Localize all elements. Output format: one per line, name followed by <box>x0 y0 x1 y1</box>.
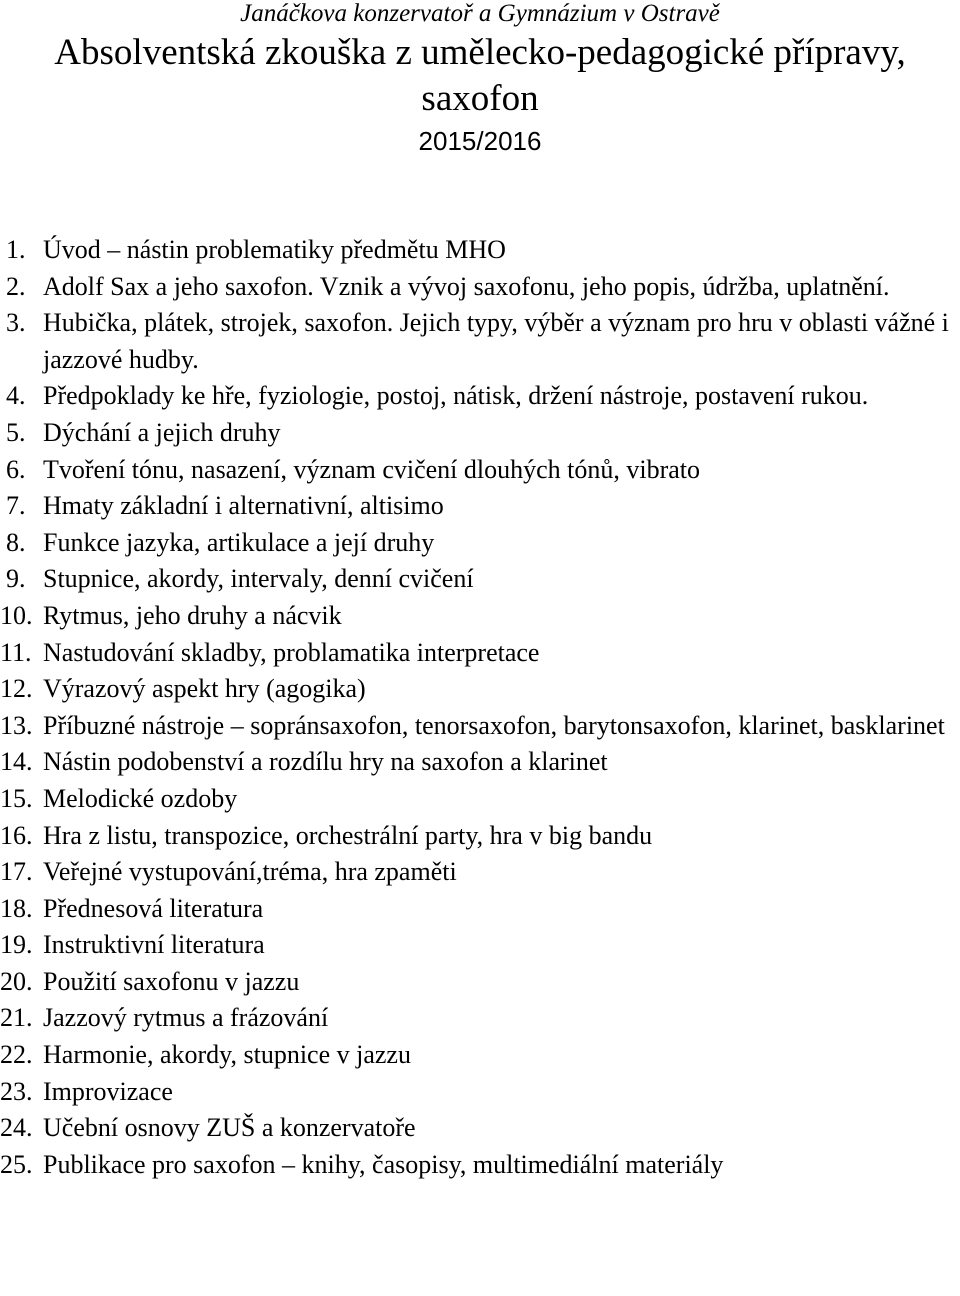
list-item-text: Publikace pro saxofon – knihy, časopisy, multimediální materiály <box>43 1149 724 1179</box>
list-item-number: 1. <box>6 235 26 264</box>
list-item-number: 24. <box>0 1113 33 1143</box>
list-item-number: 4. <box>6 381 26 411</box>
list-item <box>0 1000 960 1037</box>
list-item-text: Adolf Sax a jeho saxofon. Vznik a vývoj saxofonu, jeho popis, údržba, uplatnění. <box>43 271 890 301</box>
list-item-number: 16. <box>0 820 33 850</box>
list-item <box>0 561 960 598</box>
list-item-text: Příbuzné nástroje – sopránsaxofon, tenorsaxofon, barytonsaxofon, klarinet, basklarinet <box>43 710 945 740</box>
list-item-text: Hubička, plátek, strojek, saxofon. Jejich typy, výběr a význam pro hru v oblasti vážné i jazzové hudby. <box>43 308 949 374</box>
list-item <box>0 744 960 781</box>
list-item-number: 5. <box>6 417 26 447</box>
list-item <box>0 378 960 415</box>
list-item-number: 18. <box>0 893 33 923</box>
list-item-number: 23. <box>0 1076 33 1106</box>
list-item-text: Nástin podobenství a rozdílu hry na saxofon a klarinet <box>43 747 608 777</box>
document-title-line-1: Absolventská zkouška z umělecko-pedagogické přípravy, <box>54 32 906 73</box>
list-item-text: Hmaty základní i alternativní, altisimo <box>43 491 444 521</box>
list-item-text: Předpoklady ke hře, fyziologie, postoj, nátisk, držení nástroje, postavení rukou. <box>43 381 869 411</box>
list-item <box>0 598 960 635</box>
list-item-text: Instruktivní literatura <box>43 930 265 960</box>
list-item-text: Přednesová literatura <box>43 893 264 923</box>
list-item <box>0 415 960 452</box>
list-item <box>0 927 960 964</box>
list-item <box>0 488 960 525</box>
list-item-number: 8. <box>6 527 26 557</box>
list-item <box>0 708 960 745</box>
list-item-number: 20. <box>0 966 33 996</box>
list-item <box>0 964 960 1001</box>
list-item <box>0 1147 960 1184</box>
list-item <box>0 818 960 855</box>
document-title-line-2: saxofon <box>421 78 539 119</box>
list-item-text: Melodické ozdoby <box>43 783 238 813</box>
list-item <box>0 1110 960 1147</box>
list-item-text: Funkce jazyka, artikulace a její druhy <box>43 527 435 557</box>
list-item-text: Výrazový aspekt hry (agogika) <box>43 674 366 704</box>
list-item-number: 17. <box>0 857 33 887</box>
list-item-number: 25. <box>0 1149 33 1179</box>
list-item-number: 2. <box>6 271 26 301</box>
list-item-text: Hra z listu, transpozice, orchestrální party, hra v big bandu <box>43 820 653 850</box>
document-title <box>0 30 960 122</box>
topic-list <box>0 232 960 1183</box>
list-item-text: Dýchání a jejich druhy <box>43 417 281 447</box>
list-item-text: Rytmus, jeho druhy a nácvik <box>43 600 342 630</box>
list-item <box>0 452 960 489</box>
list-item <box>0 854 960 891</box>
list-item-text: Nastudování skladby, problamatika interpretace <box>43 637 540 667</box>
list-item-number: 19. <box>0 930 33 960</box>
list-item <box>0 781 960 818</box>
list-item <box>0 232 960 269</box>
school-name: Janáčkova konzervatoř a Gymnázium v Ostravě <box>240 0 720 27</box>
list-item-number: 21. <box>0 1003 33 1033</box>
list-item <box>0 635 960 672</box>
list-item-number: 7. <box>6 491 26 521</box>
list-item-text: Improvizace <box>43 1076 173 1106</box>
list-item-number: 6. <box>6 454 26 484</box>
list-item-text: Harmonie, akordy, stupnice v jazzu <box>43 1040 411 1070</box>
list-item-number: 15. <box>0 783 33 813</box>
list-item <box>0 305 960 378</box>
list-item <box>0 1074 960 1111</box>
list-item-number: 12. <box>0 674 33 704</box>
list-item-number: 14. <box>0 747 33 777</box>
list-item <box>0 891 960 928</box>
list-item-number: 22. <box>0 1040 33 1070</box>
list-item-text: Úvod – nástin problematiky předmětu MHO <box>43 235 506 264</box>
school-year: 2015/2016 <box>418 126 542 156</box>
list-item-text: Veřejné vystupování,tréma, hra zpaměti <box>43 857 457 887</box>
list-item <box>0 525 960 562</box>
list-item <box>0 671 960 708</box>
list-item-text: Použití saxofonu v jazzu <box>43 966 300 996</box>
list-item-number: 13. <box>0 710 33 740</box>
list-item-text: Tvoření tónu, nasazení, význam cvičení dlouhých tónů, vibrato <box>43 454 701 484</box>
list-item <box>0 269 960 306</box>
list-item-text: Jazzový rytmus a frázování <box>43 1003 329 1033</box>
list-item-text: Učební osnovy ZUŠ a konzervatoře <box>43 1113 416 1143</box>
list-item-number: 11. <box>0 637 32 667</box>
list-item-number: 3. <box>6 308 26 338</box>
list-item-number: 10. <box>0 600 33 630</box>
list-item-number: 9. <box>6 564 26 594</box>
list-item <box>0 1037 960 1074</box>
list-item-text: Stupnice, akordy, intervaly, denní cvičení <box>43 564 474 594</box>
